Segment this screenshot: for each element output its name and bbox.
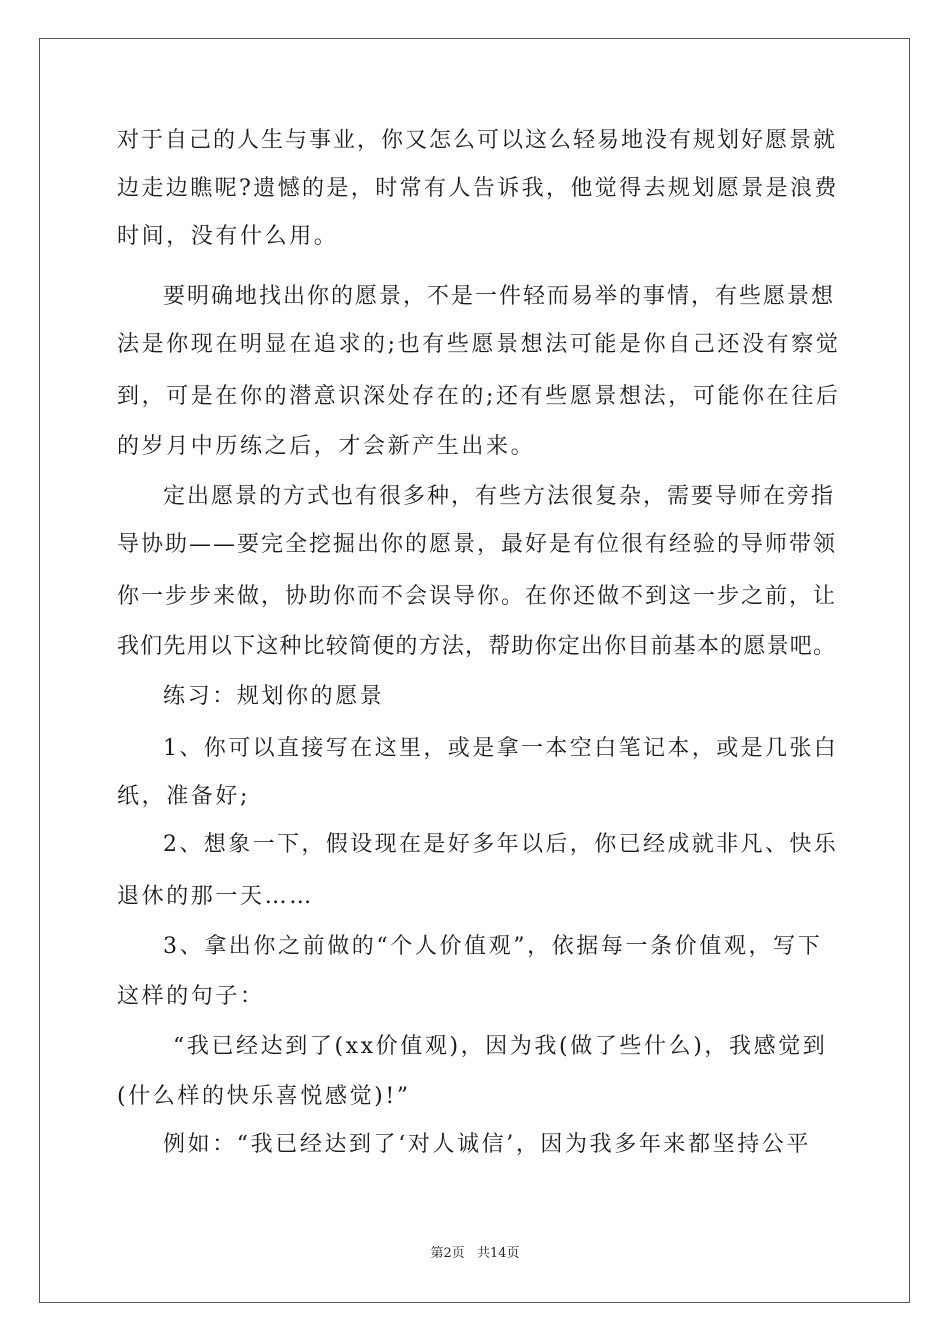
list-item-continued: 纸，准备好;: [117, 784, 251, 809]
page-footer: [0, 1245, 950, 1263]
text-line: 法是你现在明显在追求的;也有些愿景想法可能是你自己还没有察觉: [117, 332, 841, 357]
quote-line: “我已经达到了(xx价值观)，因为我(做了些什么)，我感觉到: [173, 1034, 828, 1059]
text-line: 边走边瞧呢?遗憾的是，时常有人告诉我，他觉得去规划愿景是浪费: [117, 176, 839, 201]
text-line: 定出愿景的方式也有很多种，有些方法很复杂，需要导师在旁指: [163, 484, 836, 509]
list-item: 3、拿出你之前做的“个人价值观”，依据每一条价值观，写下: [163, 934, 823, 959]
list-item: 1、你可以直接写在这里，或是拿一本空白笔记本，或是几张白: [163, 736, 839, 761]
text-line: 到，可是在你的潜意识深处存在的;还有些愿景想法，可能你在往后: [117, 384, 841, 409]
page-total: 共14页: [476, 1246, 520, 1261]
quote-line: (什么样的快乐喜悦感觉)!”: [117, 1084, 411, 1109]
list-item-continued: 退休的那一天……: [117, 884, 314, 909]
page-number: 第2页: [430, 1246, 465, 1261]
text-line: 对于自己的人生与事业，你又怎么可以这么轻易地没有规划好愿景就: [117, 128, 838, 153]
text-line: 的岁月中历练之后，才会新产生出来。: [117, 434, 536, 459]
list-item-continued: 这样的句子：: [117, 984, 265, 1009]
text-line: 导协助——要完全挖掘出你的愿景，最好是有位很有经验的导师带领: [117, 532, 838, 557]
example-line: 例如：“我已经达到了‘对人诚信’，因为我多年来都坚持公平: [163, 1132, 812, 1157]
text-line: 时间，没有什么用。: [117, 224, 339, 249]
text-line: 要明确地找出你的愿景，不是一件轻而易举的事情，有些愿景想: [163, 284, 836, 309]
list-item: 2、想象一下，假设现在是好多年以后，你已经成就非凡、快乐: [163, 832, 839, 857]
text-line: 你一步步来做，协助你而不会误导你。在你还做不到这一步之前，让: [117, 584, 838, 609]
text-line: 我们先用以下这种比较简便的方法，帮助你定出你目前基本的愿景吧。: [117, 634, 837, 659]
section-heading: 练习：规划你的愿景: [163, 684, 385, 709]
